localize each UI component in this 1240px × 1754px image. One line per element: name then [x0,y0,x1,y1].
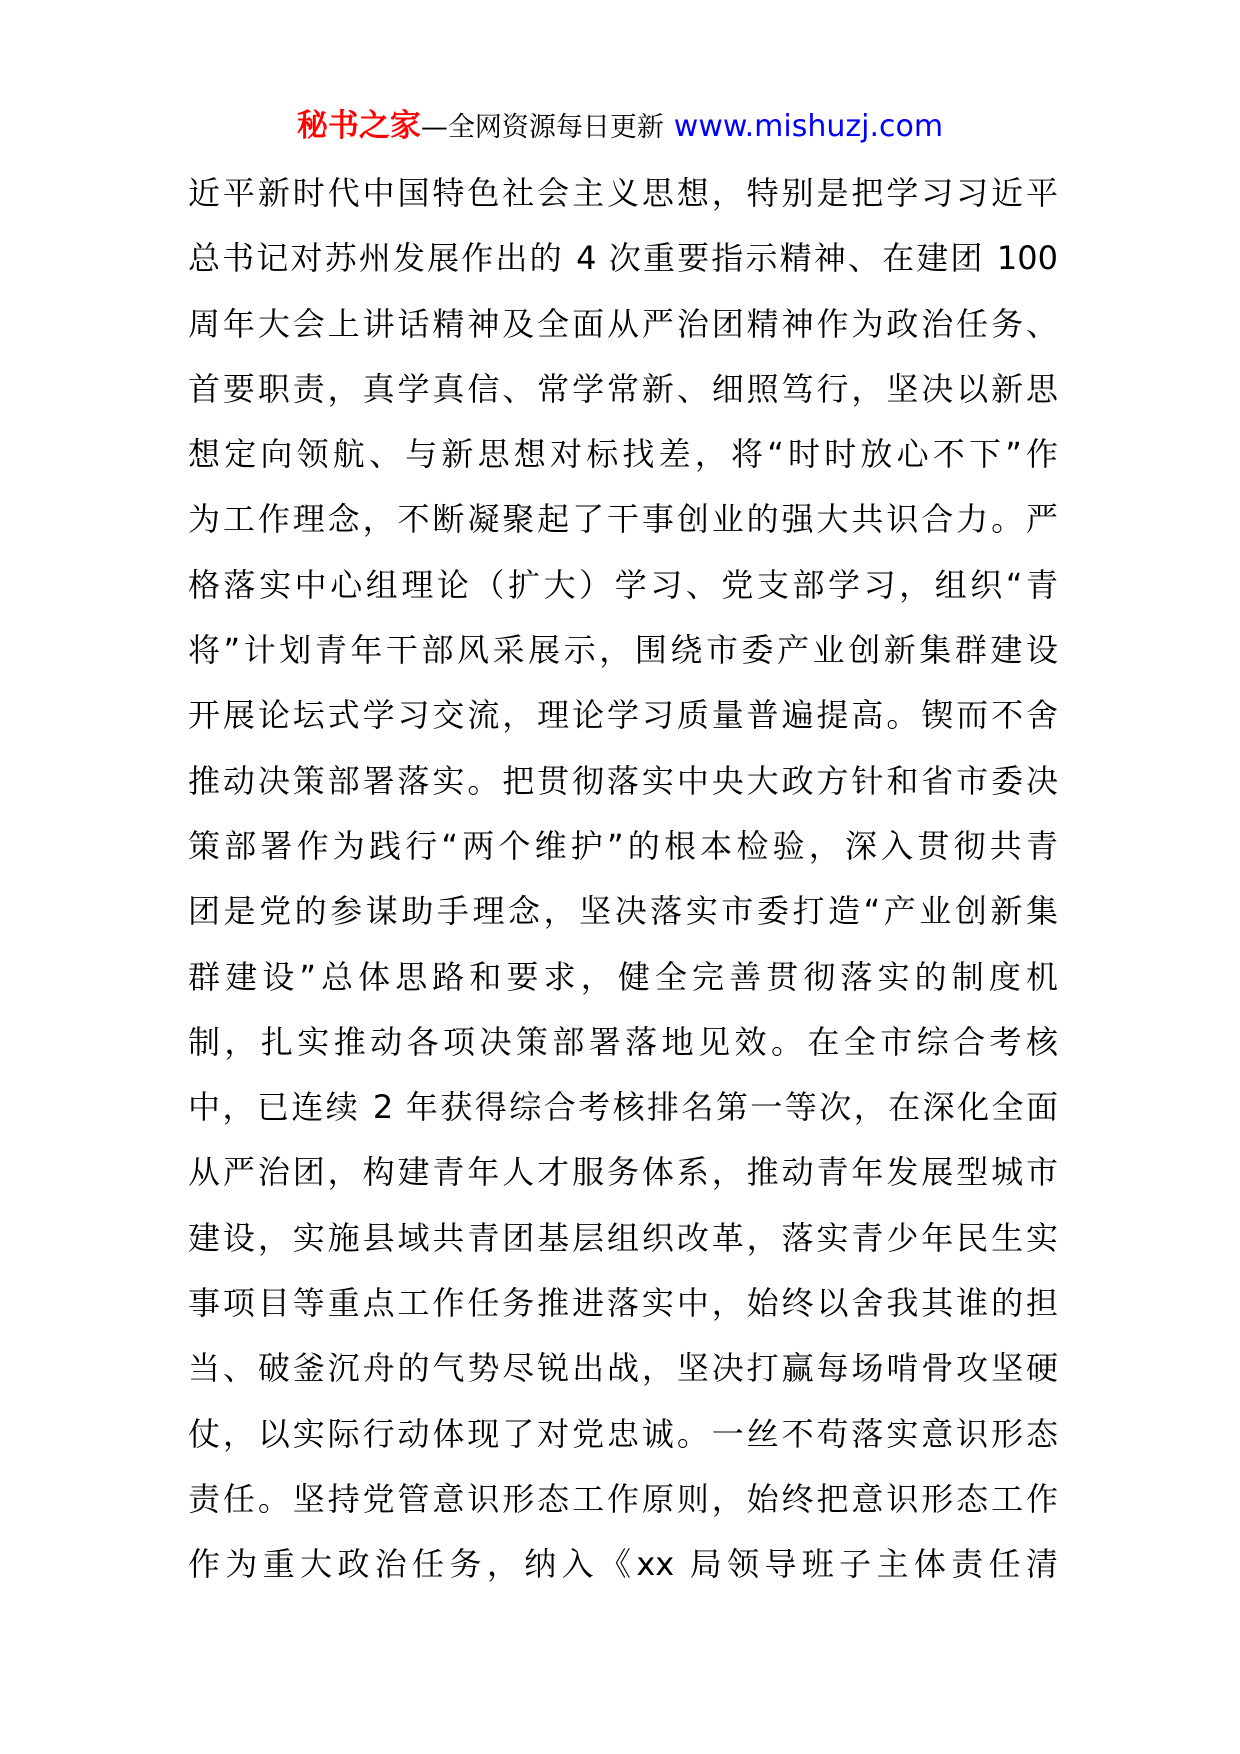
text-line: 制，扎实推动各项决策部署落地见效。在全市综合考核 [188,1022,1058,1061]
text-line: 建设，实施县域共青团基层组织改革，落实青少年民生实 [188,1218,1058,1257]
text-line: 推动决策部署落实。把贯彻落实中央大政方针和省市委决 [188,761,1058,800]
text-line: 从严治团，构建青年人才服务体系，推动青年发展型城市 [188,1153,1058,1192]
text-line: 为工作理念，不断凝聚起了干事创业的强大共识合力。严 [188,500,1058,539]
text-line: 中，已连续 2 年获得综合考核排名第一等次，在深化全面 [188,1088,1058,1127]
text-line: 群建设”总体思路和要求，健全完善贯彻落实的制度机 [188,957,1058,996]
text-line: 周年大会上讲话精神及全面从严治团精神作为政治任务、 [188,304,1058,343]
text-line: 仗，以实际行动体现了对党忠诚。一丝不苟落实意识形态 [188,1414,1058,1453]
text-line: 开展论坛式学习交流，理论学习质量普遍提高。锲而不舍 [188,696,1058,735]
text-line: 将”计划青年干部风采展示，围绕市委产业创新集群建设 [188,631,1058,670]
text-line: 首要职责，真学真信、常学常新、细照笃行，坚决以新思 [188,369,1058,408]
site-url-link[interactable]: www.mishuzj.com [673,109,944,144]
page-header [0,104,1240,150]
brand-name: 秘书之家 [296,108,421,144]
text-line: 团是党的参谋助手理念，坚决落实市委打造“产业创新集 [188,892,1058,931]
text-line: 作为重大政治任务，纳入《xx 局领导班子主体责任清 [188,1545,1058,1584]
header-tagline: —全网资源每日更新 [420,112,664,143]
text-line: 当、破釜沉舟的气势尽锐出战，坚决打赢每场啃骨攻坚硬 [188,1349,1058,1388]
text-line: 策部署作为践行“两个维护”的根本检验，深入贯彻共青 [188,826,1058,865]
text-line: 近平新时代中国特色社会主义思想，特别是把学习习近平 [188,174,1058,212]
text-line: 想定向领航、与新思想对标找差，将“时时放心不下”作 [188,435,1058,474]
text-line: 总书记对苏州发展作出的 4 次重要指示精神、在建团 100 [188,239,1058,278]
text-line: 格落实中心组理论（扩大）学习、党支部学习，组织“青 [188,565,1058,604]
body-text [188,161,1058,1598]
text-line: 责任。坚持党管意识形态工作原则，始终把意识形态工作 [188,1479,1058,1518]
text-line: 事项目等重点工作任务推进落实中，始终以舍我其谁的担 [188,1284,1058,1323]
